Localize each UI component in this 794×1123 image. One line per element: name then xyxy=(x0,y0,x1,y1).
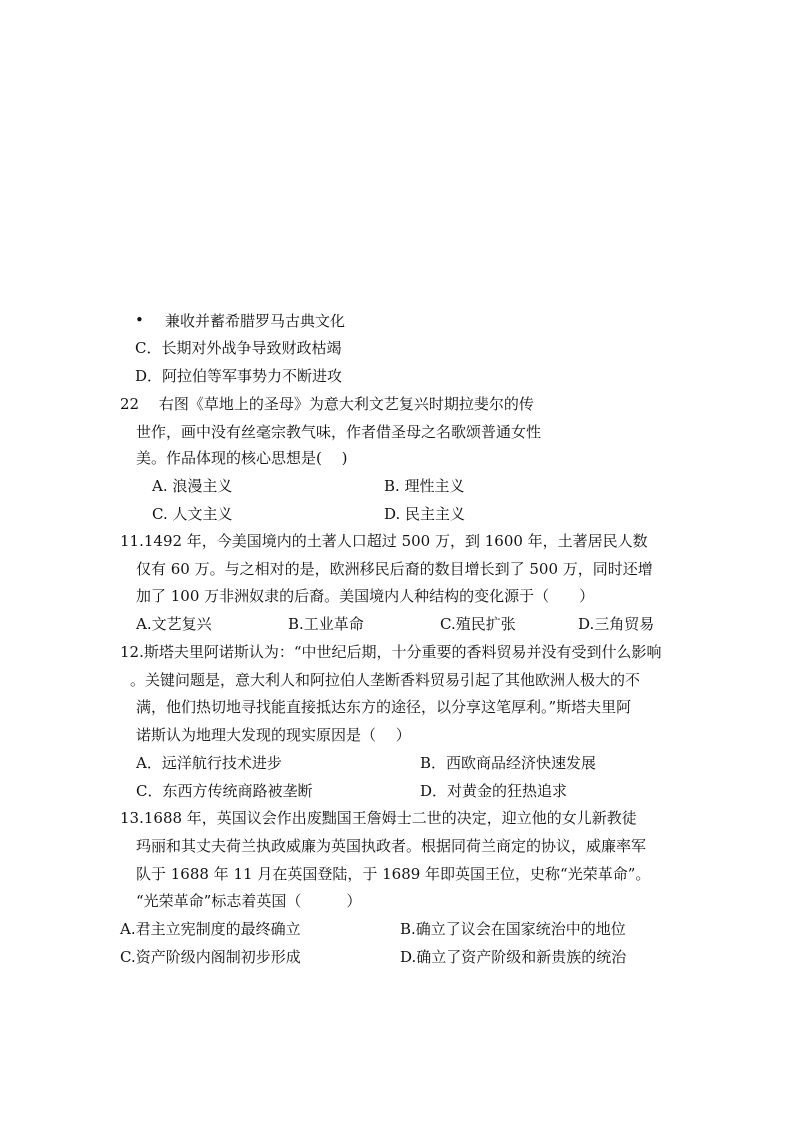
q12-option-d: D．对黄金的狂热追求 xyxy=(420,782,568,800)
q13-option-a: A.君主立宪制度的最终确立 xyxy=(120,920,301,938)
q11-option-d: D.三角贸易 xyxy=(578,615,655,633)
q22-stem-line-3: 美。作品体现的核心思想是( ) xyxy=(136,449,348,467)
q22-option-c: C. 人文主义 xyxy=(152,505,233,523)
q22-option-a: A. 浪漫主义 xyxy=(152,477,233,495)
q11-option-b: B.工业革命 xyxy=(288,615,364,633)
q11-option-a: A.文艺复兴 xyxy=(136,615,212,633)
q13-option-c: C.资产阶级内阁制初步形成 xyxy=(120,948,301,966)
q13-stem-line-2: 玛丽和其丈夫荷兰执政威廉为英国执政者。根据同荷兰商定的协议，威廉率军 xyxy=(136,837,647,855)
q12-option-b: B．西欧商品经济快速发展 xyxy=(420,754,597,772)
q10-option-d: D．阿拉伯等军事势力不断进攻 xyxy=(135,367,343,385)
q10-option-b: 兼收并蓄希腊罗马古典文化 xyxy=(165,312,346,330)
q11-stem-line-2: 仅有 60 万。与之相对的是，欧洲移民后裔的数目增长到了 500 万，同时还增 xyxy=(136,560,653,578)
q13-option-d: D.确立了资产阶级和新贵族的统治 xyxy=(400,948,627,966)
q13-option-b: B.确立了议会在国家统治中的地位 xyxy=(400,920,626,938)
q13-stem-line-3: 队于 1688 年 11 月在英国登陆，于 1689 年即英国王位，史称“光荣革命”。 xyxy=(136,865,651,883)
q22-option-d: D. 民主主义 xyxy=(384,505,466,523)
q12-option-c: C．东西方传统商路被垄断 xyxy=(136,782,313,800)
q22-stem-line-1: 22 右图《草地上的圣母》为意大利文艺复兴时期拉斐尔的传 xyxy=(120,395,534,413)
q11-stem-line-3: 加了 100 万非洲奴隶的后裔。美国境内人种结构的变化源于（ ） xyxy=(136,587,595,605)
q11-stem-line-1: 11.1492 年，今美国境内的土著人口超过 500 万，到 1600 年，土著居民人数 xyxy=(120,532,648,550)
q10-option-c: C．长期对外战争导致财政枯竭 xyxy=(135,339,342,357)
q12-stem-line-1: 12.斯塔夫里阿诺斯认为：“中世纪后期，十分重要的香料贸易并没有受到什么影响 xyxy=(120,643,662,661)
q12-option-a: A．远洋航行技术进步 xyxy=(136,754,282,772)
q12-stem-line-3: 满，他们热切地寻找能直接抵达东方的途径，以分享这笔厚利。”斯塔夫里阿 xyxy=(136,698,632,716)
q22-option-b: B. 理性主义 xyxy=(384,477,465,495)
q11-option-c: C.殖民扩张 xyxy=(440,615,516,633)
bullet-marker: • xyxy=(135,311,144,329)
q12-stem-line-2: 。关键问题是，意大利人和阿拉伯人垄断香料贸易引起了其他欧洲人极大的不 xyxy=(130,671,641,689)
q13-stem-line-1: 13.1688 年，英国议会作出废黜国王詹姆士二世的决定，迎立他的女儿新教徒 xyxy=(120,809,637,827)
q13-stem-line-4: “光荣革命”标志着英国（ ） xyxy=(136,892,362,910)
q12-stem-line-4: 诺斯认为地理大发现的现实原因是（ ） xyxy=(136,726,411,744)
q22-stem-line-2: 世作，画中没有丝毫宗教气味，作者借圣母之名歌颂普通女性 xyxy=(136,423,542,441)
